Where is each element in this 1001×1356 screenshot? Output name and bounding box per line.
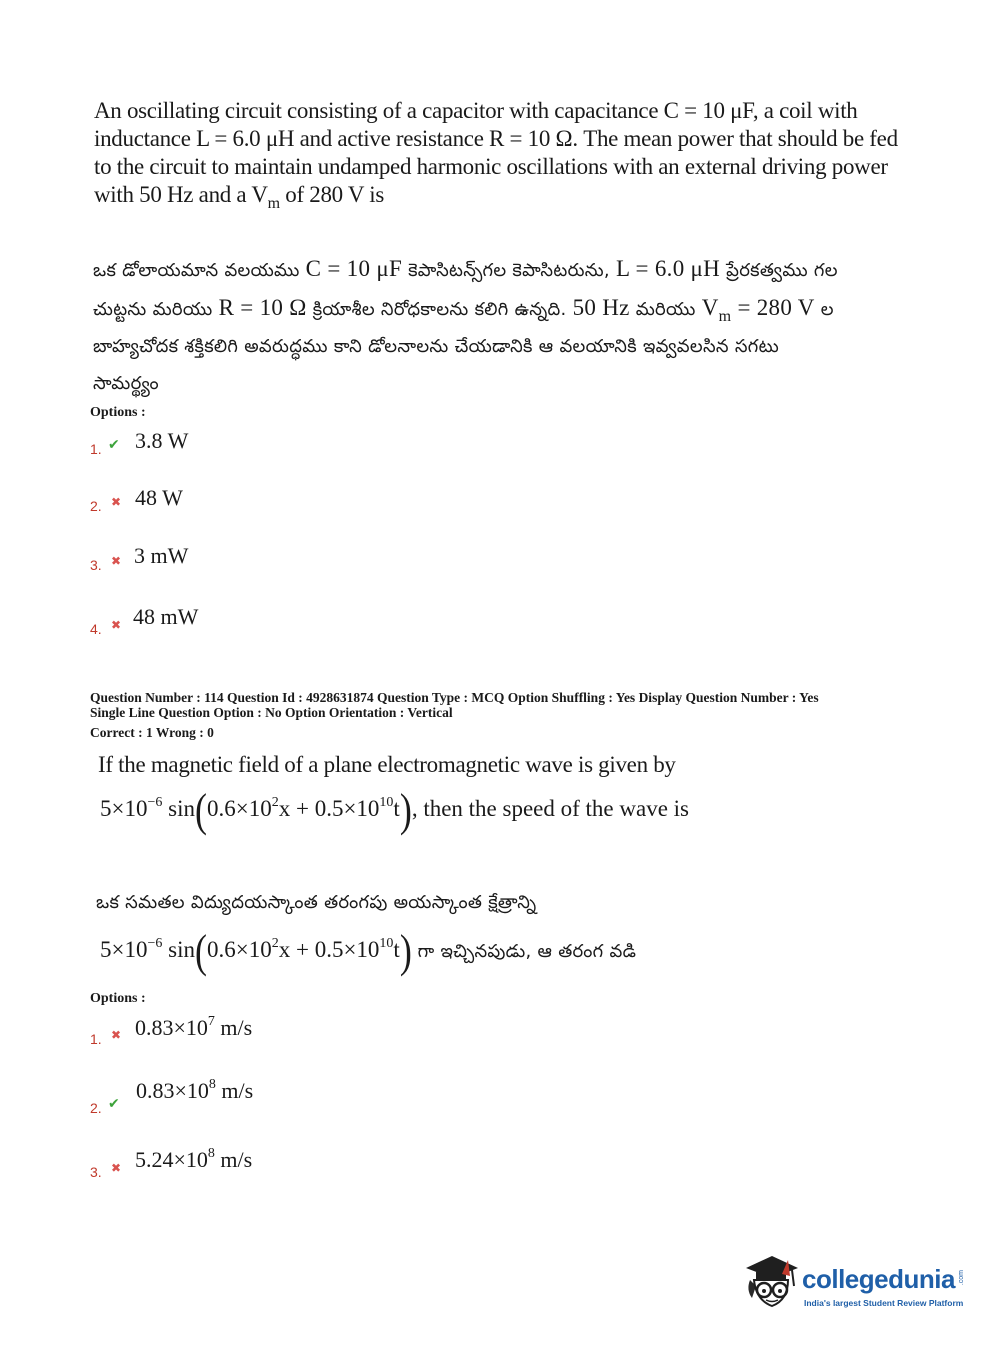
option-value: 3.8 W <box>135 428 189 453</box>
meta-line: Correct : 1 Wrong : 0 <box>90 725 214 740</box>
telugu-text-part: 50 Hz <box>572 295 630 320</box>
question-114-telugu-text: ఒక సమతల విద్యుదయస్కాంత తరంగపు అయస్కాంత క్షేత్రాన్ని <box>96 892 537 913</box>
formula-exponent: −6 <box>147 936 163 951</box>
telugu-line: బాహ్యచోదక శక్తికలిగి అవరుద్ధము కాని డోలనాలను చేయడానికి ఆ వలయానికి ఇవ్వవలసిన సగటు <box>93 336 779 357</box>
option-exponent: 8 <box>208 1077 216 1092</box>
option-exponent: 7 <box>207 1014 215 1029</box>
brand-suffix: .com <box>958 1270 965 1286</box>
option-4[interactable] <box>90 603 390 637</box>
question-line: An oscillating circuit consisting of a capacitor with capacitance C = 10 μF, a coil with <box>94 98 858 123</box>
option-3[interactable] <box>90 542 390 576</box>
option-mantissa: 0.83×10 <box>136 1078 209 1103</box>
option-value <box>135 1015 252 1041</box>
telugu-text-part: గా ఇచ్చినపుడు, ఆ తరంగ వడి <box>417 941 637 962</box>
paren-left: ( <box>194 784 207 836</box>
formula-part: x + 0.5×10 <box>278 937 380 962</box>
question-text-part: , then the speed of the wave is <box>411 796 690 821</box>
telugu-text-part: క్రియాశీల నిరోధకాలను కలిగి ఉన్నది. <box>306 299 573 320</box>
telugu-text-part: C = 10 μF <box>305 256 403 281</box>
telugu-line: సామర్థ్యం <box>93 373 159 394</box>
paren-left: ( <box>194 925 207 977</box>
brand-tagline: India's largest Student Review Platform <box>804 1298 964 1308</box>
option-exponent: 8 <box>207 1146 215 1161</box>
telugu-text-part: ఒక డోలాయమాన వలయము <box>93 260 306 281</box>
question-114-formula-line <box>100 784 690 836</box>
formula-exponent: 2 <box>271 936 279 951</box>
checkmark-icon: ✔ <box>108 1096 120 1112</box>
formula-exponent: 10 <box>379 936 394 951</box>
telugu-text-part: = 280 V <box>731 295 815 320</box>
mascot-icon <box>742 1250 800 1312</box>
option-value <box>135 1147 252 1173</box>
formula-part: 0.6×10 <box>206 937 272 962</box>
formula-part: t <box>393 796 400 821</box>
question-line: inductance L = 6.0 μH and active resistance R = 10 Ω. The mean power that should be fed <box>94 126 898 151</box>
option-value: 3 mW <box>134 543 189 568</box>
subscript: m <box>718 308 732 325</box>
option-2[interactable] <box>90 1077 390 1117</box>
telugu-text-part: L = 6.0 μH <box>615 256 721 281</box>
brand-name: collegedunia <box>802 1264 955 1294</box>
question-114-telugu-formula-line <box>100 925 637 977</box>
subscript: m <box>267 195 280 212</box>
formula-exponent: 10 <box>379 795 394 810</box>
option-number: 2. <box>90 1100 102 1116</box>
option-number: 4. <box>90 621 102 637</box>
cross-icon: ✖ <box>111 1028 122 1042</box>
option-unit: m/s <box>215 1078 254 1103</box>
formula <box>100 925 418 977</box>
formula-part: 5×10 <box>100 937 148 962</box>
telugu-text-part: కెపాసిటన్స్‌గల కెపాసిటరును, <box>402 260 616 281</box>
question-114-text: If the magnetic field of a plane electromagnetic wave is given by <box>98 752 676 777</box>
question-line: to the circuit to maintain undamped harmonic oscillations with an external driving power <box>94 154 888 179</box>
cross-icon: ✖ <box>111 554 122 568</box>
option-1[interactable] <box>90 1014 390 1048</box>
option-1[interactable] <box>90 426 390 460</box>
formula-part: 0.6×10 <box>206 796 272 821</box>
cross-icon: ✖ <box>111 495 122 509</box>
option-mantissa: 5.24×10 <box>135 1147 208 1172</box>
formula-part: t <box>393 937 400 962</box>
cross-icon: ✖ <box>111 618 122 632</box>
paren-right: ) <box>399 784 412 836</box>
option-unit: m/s <box>214 1015 253 1040</box>
option-2[interactable] <box>90 483 390 517</box>
formula-part: x + 0.5×10 <box>278 796 380 821</box>
telugu-text-part: ప్రేరకత్వము గల <box>720 260 838 281</box>
formula-part: 5×10 <box>100 796 148 821</box>
telugu-text-part: ల <box>814 299 834 320</box>
option-number: 3. <box>90 557 102 573</box>
option-number: 1. <box>90 441 102 457</box>
formula-exponent: −6 <box>147 795 163 810</box>
option-value: 48 mW <box>133 604 199 629</box>
collegedunia-logo[interactable] <box>742 1250 972 1320</box>
options-label: Options : <box>90 405 146 420</box>
formula-part: sin <box>162 796 195 821</box>
meta-line: Single Line Question Option : No Option Orientation : Vertical <box>90 705 453 720</box>
question-113-text <box>94 97 914 212</box>
option-number: 3. <box>90 1164 102 1180</box>
checkmark-icon: ✔ <box>108 437 120 453</box>
option-unit: m/s <box>214 1147 253 1172</box>
option-number: 2. <box>90 498 102 514</box>
option-number: 1. <box>90 1031 102 1047</box>
telugu-line <box>93 250 913 289</box>
telugu-text-part: చుట్టను మరియు <box>93 299 219 320</box>
option-mantissa: 0.83×10 <box>135 1015 208 1040</box>
meta-line: Question Number : 114 Question Id : 4928631874 Question Type : MCQ Option Shuffling : Yes Display Question Number : Yes <box>90 690 819 705</box>
formula-exponent: 2 <box>271 795 279 810</box>
telugu-line <box>93 289 913 328</box>
telugu-text-part: R = 10 Ω <box>218 295 307 320</box>
telugu-text-part: V <box>701 295 719 320</box>
formula-part: sin <box>162 937 195 962</box>
options-label: Options : <box>90 991 146 1006</box>
question-114-meta <box>90 690 819 740</box>
question-text-part: of 280 V is <box>279 182 385 207</box>
cross-icon: ✖ <box>111 1161 122 1175</box>
paren-right: ) <box>399 925 412 977</box>
option-value: 48 W <box>135 485 183 510</box>
option-value <box>136 1078 253 1104</box>
question-line <box>94 181 914 212</box>
option-3[interactable] <box>90 1146 390 1186</box>
question-113-telugu-text <box>93 250 913 402</box>
question-text-part: with 50 Hz and a V <box>94 182 268 207</box>
telugu-text-part: మరియు <box>629 299 702 320</box>
